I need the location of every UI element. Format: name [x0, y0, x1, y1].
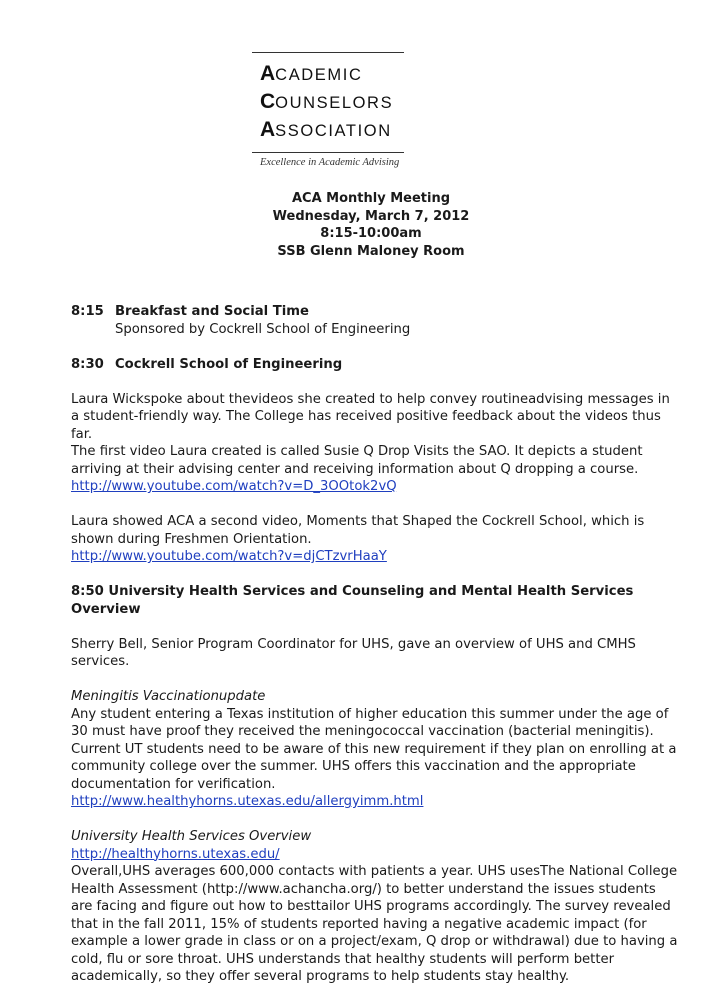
paragraph: Any student entering a Texas institution of higher education this summer under the age of 30 must have proof they received the meningococcal vaccination (bacterial meningitis). Current UT students need to be aware of this new requirement if they plan on enrolling at a community college over the summer. UHS offers this vaccination and the appropriate documentation for verification.: [71, 706, 677, 792]
video-link[interactable]: http://www.youtube.com/watch?v=D_3OOtok2vQ: [71, 479, 397, 494]
paragraph: Overall,UHS averages 600,000 contacts with patients a year. UHS usesThe National College Health Assessment (http://www.achancha.org/) to better understand the issues students are facing and figure out how to besttailor UHS programs accordingly. The survey revealed that in the fall 2011, 15% of students reported having a negative academic impact (for example a lower grade in class or on a project/exam, Q drop or withdrawal) due to having a cold, flu or sore throat. UHS understands that healthy students will perform better academically, so they offer several programs to help students stay healthy.: [71, 864, 678, 984]
logo-word-academic: ACADEMIC: [260, 62, 363, 85]
video-link[interactable]: http://www.youtube.com/watch?v=djCTzvrHaaY: [71, 549, 387, 564]
logo-word-counselors: COUNSELORS: [260, 90, 394, 113]
healthyhorns-link[interactable]: http://healthyhorns.utexas.edu/: [71, 846, 280, 862]
logo-word-association: ASSOCIATION: [260, 118, 392, 141]
logo-tagline: Excellence in Academic Advising: [260, 157, 400, 168]
section-heading: 8:50 University Health Services and Counseling and Mental Health Services Overview: [71, 584, 634, 617]
meeting-room: SSB Glenn Maloney Room: [277, 243, 465, 259]
meeting-header: [240, 190, 502, 260]
subsection-title: Meningitis Vaccinationupdate: [71, 689, 266, 704]
subsection-title: University Health Services Overview: [71, 829, 312, 844]
paragraph: Sherry Bell, Senior Program Coordinator for UHS, gave an overview of UHS and CMHS services.: [71, 636, 636, 669]
organization-logo: [252, 52, 404, 172]
agenda-item-sponsor: Sponsored by Cockrell School of Engineering: [115, 321, 411, 337]
logo-bottom-rule: [252, 152, 404, 153]
paragraph: The first video Laura created is called Susie Q Drop Visits the SAO. It depicts a student arriving at their advising center and receiving information about Q dropping a course.: [71, 444, 643, 477]
meeting-date: Wednesday, March 7, 2012: [272, 208, 470, 224]
logo-top-rule: [252, 52, 404, 53]
paragraph: Laura Wickspoke about thevideos she created to help convey routineadvising messages in a student-friendly way. The College has received positive feedback about the videos thus far.: [71, 391, 670, 442]
allergy-immunization-link[interactable]: http://www.healthyhorns.utexas.edu/allergyimm.html: [71, 794, 424, 809]
meeting-title: ACA Monthly Meeting: [291, 191, 451, 206]
agenda-item: 8:15 Breakfast and Social Time: [71, 304, 309, 319]
agenda-item: 8:30 Cockrell School of Engineering: [71, 356, 343, 372]
meeting-time: 8:15-10:00am: [320, 226, 422, 241]
document-body: [71, 303, 681, 986]
paragraph: Laura showed ACA a second video, Moments that Shaped the Cockrell School, which is shown during Freshmen Orientation.: [71, 514, 645, 547]
